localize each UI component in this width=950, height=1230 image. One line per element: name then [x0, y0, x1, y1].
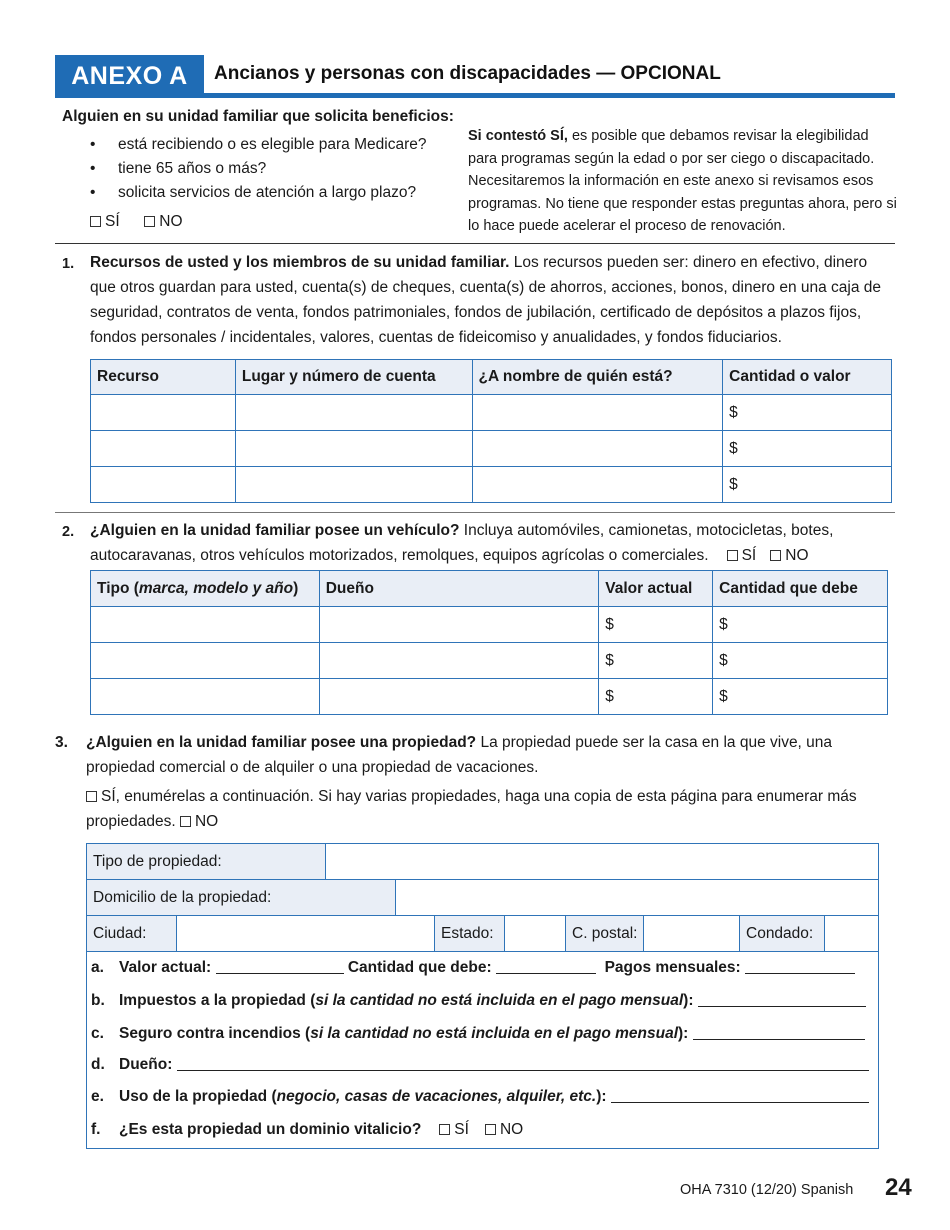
- table-header-row: [91, 571, 888, 607]
- table-header-row: [91, 360, 892, 395]
- page-title: Ancianos y personas con discapacidades — OPCIONAL: [214, 63, 721, 84]
- q3-text: ¿Alguien en la unidad familiar posee una propiedad? La propiedad puede ser la casa en la que vive, una propiedad comercial o de alquiler o una propiedad de vacaciones.: [86, 734, 833, 776]
- intro-question: Alguien en su unidad familiar que solicita beneficios:: [62, 108, 454, 125]
- col-header: Cantidad que debe: [713, 571, 888, 607]
- life-estate-no-checkbox[interactable]: [485, 1124, 496, 1135]
- value-cell[interactable]: $: [599, 679, 713, 715]
- table-row: [91, 679, 888, 715]
- property-line-e: e. Uso de la propiedad (negocio, casas de vacaciones, alquiler, etc.):: [91, 1088, 869, 1106]
- table-row: [91, 643, 888, 679]
- value-cell[interactable]: $: [599, 643, 713, 679]
- col-header: Recurso: [91, 360, 236, 395]
- resource-cell[interactable]: [91, 467, 236, 503]
- col-header: Valor actual: [599, 571, 713, 607]
- col-header: ¿A nombre de quién está?: [472, 360, 723, 395]
- property-line-a: a. Valor actual: Cantidad que debe: Pagos mensuales:: [91, 959, 855, 977]
- tax-blank[interactable]: [698, 993, 866, 1007]
- intro-yes-checkbox[interactable]: [90, 216, 101, 227]
- amount-cell[interactable]: $: [723, 431, 892, 467]
- table-row: [91, 395, 892, 431]
- divider: [55, 243, 895, 244]
- col-header: Tipo (marca, modelo y año): [91, 571, 320, 607]
- property-line-d: d. Dueño:: [91, 1056, 869, 1074]
- q2-no-checkbox[interactable]: [770, 550, 781, 561]
- amount-cell[interactable]: $: [723, 395, 892, 431]
- city-field[interactable]: [177, 916, 435, 952]
- col-header: Lugar y número de cuenta: [235, 360, 472, 395]
- col-header: Cantidad o valor: [723, 360, 892, 395]
- owner-cell[interactable]: [472, 467, 723, 503]
- owner-blank[interactable]: [177, 1057, 869, 1071]
- value-cell[interactable]: $: [599, 607, 713, 643]
- annex-badge: ANEXO A: [55, 55, 204, 98]
- zip-label: C. postal:: [566, 916, 644, 952]
- intro-bullet: • está recibiendo o es elegible para Medicare?: [90, 136, 427, 153]
- account-cell[interactable]: [235, 467, 472, 503]
- monthly-blank[interactable]: [745, 960, 855, 974]
- account-cell[interactable]: [235, 395, 472, 431]
- resources-table: [90, 359, 892, 503]
- property-line-b: b. Impuestos a la propiedad (si la cantidad no está incluida en el pago mensual):: [91, 992, 866, 1010]
- type-cell[interactable]: [91, 679, 320, 715]
- q2-yes-checkbox[interactable]: [727, 550, 738, 561]
- property-line-c: c. Seguro contra incendios (si la cantidad no está incluida en el pago mensual):: [91, 1025, 865, 1043]
- intro-no-checkbox[interactable]: [144, 216, 155, 227]
- value-blank[interactable]: [216, 960, 344, 974]
- intro-explanation: Si contestó SÍ, es posible que debamos revisar la elegibilidad para programas según la edad o por ser ciego o discapacitado. Necesitaremos la información en este anexo si revisamos esos programas. No tiene que responder estas preguntas ahora, pero si lo hace puede acelerar el proceso de renovación.: [468, 128, 897, 234]
- q1-text: Recursos de usted y los miembros de su unidad familiar. Los recursos pueden ser: dinero en efectivo, dinero que otros guardan para usted, cuenta(s) de cheques, cuenta(s) de ahorros, acciones, bonos, dinero en una caja de seguridad, contratos de venta, fondos patrimoniales, fondos de jubilación, certificado de depósitos a plazos fijos, fondos personales / incidentales, valores, cuentas de fideicomiso y anualidades, y fondos fiduciarios.: [90, 254, 882, 346]
- county-label: Condado:: [740, 916, 825, 952]
- type-cell[interactable]: [91, 643, 320, 679]
- header-rule: [55, 93, 895, 98]
- q3-number: 3.: [55, 734, 68, 751]
- use-blank[interactable]: [611, 1089, 869, 1103]
- q2-text: ¿Alguien en la unidad familiar posee un vehículo? Incluya automóviles, camionetas, motocicletas, botes, autocaravanas, otros vehículos motorizados, remolques, equipos agrícolas o comerciales. SÍ NO: [90, 522, 834, 564]
- divider: [55, 512, 895, 513]
- page-number: 24: [885, 1174, 912, 1201]
- insurance-blank[interactable]: [693, 1026, 865, 1040]
- col-header: Dueño: [319, 571, 599, 607]
- q3-options: SÍ, enumérelas a continuación. Si hay varias propiedades, haga una copia de esta página para enumerar más propiedades. NO: [86, 788, 857, 830]
- amount-cell[interactable]: $: [723, 467, 892, 503]
- property-line-f: f. ¿Es esta propiedad un dominio vitalicio? SÍ NO: [91, 1121, 524, 1138]
- owed-cell[interactable]: $: [713, 679, 888, 715]
- city-label: Ciudad:: [87, 916, 177, 952]
- vehicles-table: [90, 570, 888, 715]
- table-row: [91, 467, 892, 503]
- table-row: [91, 607, 888, 643]
- property-type-label: Tipo de propiedad:: [87, 844, 326, 880]
- owner-cell[interactable]: [472, 395, 723, 431]
- q2-number: 2.: [62, 524, 75, 540]
- resource-cell[interactable]: [91, 431, 236, 467]
- table-row: [91, 431, 892, 467]
- q1-number: 1.: [62, 256, 75, 272]
- form-code: OHA 7310 (12/20) Spanish: [680, 1182, 854, 1198]
- property-type-field[interactable]: [326, 844, 878, 880]
- owed-cell[interactable]: $: [713, 607, 888, 643]
- resource-cell[interactable]: [91, 395, 236, 431]
- q3-no-checkbox[interactable]: [180, 816, 191, 827]
- owner-cell[interactable]: [472, 431, 723, 467]
- intro-yes-no: SÍ NO: [90, 213, 183, 231]
- owed-blank[interactable]: [496, 960, 596, 974]
- owed-cell[interactable]: $: [713, 643, 888, 679]
- owner-cell[interactable]: [319, 643, 599, 679]
- property-address-field[interactable]: [396, 880, 878, 916]
- intro-bullet: • tiene 65 años o más?: [90, 160, 267, 177]
- owner-cell[interactable]: [319, 607, 599, 643]
- property-address-label: Domicilio de la propiedad:: [87, 880, 396, 916]
- zip-field[interactable]: [644, 916, 740, 952]
- state-label: Estado:: [435, 916, 505, 952]
- county-field[interactable]: [825, 916, 878, 952]
- state-field[interactable]: [505, 916, 566, 952]
- owner-cell[interactable]: [319, 679, 599, 715]
- q3-yes-checkbox[interactable]: [86, 791, 97, 802]
- life-estate-yes-checkbox[interactable]: [439, 1124, 450, 1135]
- intro-bullet: • solicita servicios de atención a largo plazo?: [90, 184, 417, 201]
- type-cell[interactable]: [91, 607, 320, 643]
- account-cell[interactable]: [235, 431, 472, 467]
